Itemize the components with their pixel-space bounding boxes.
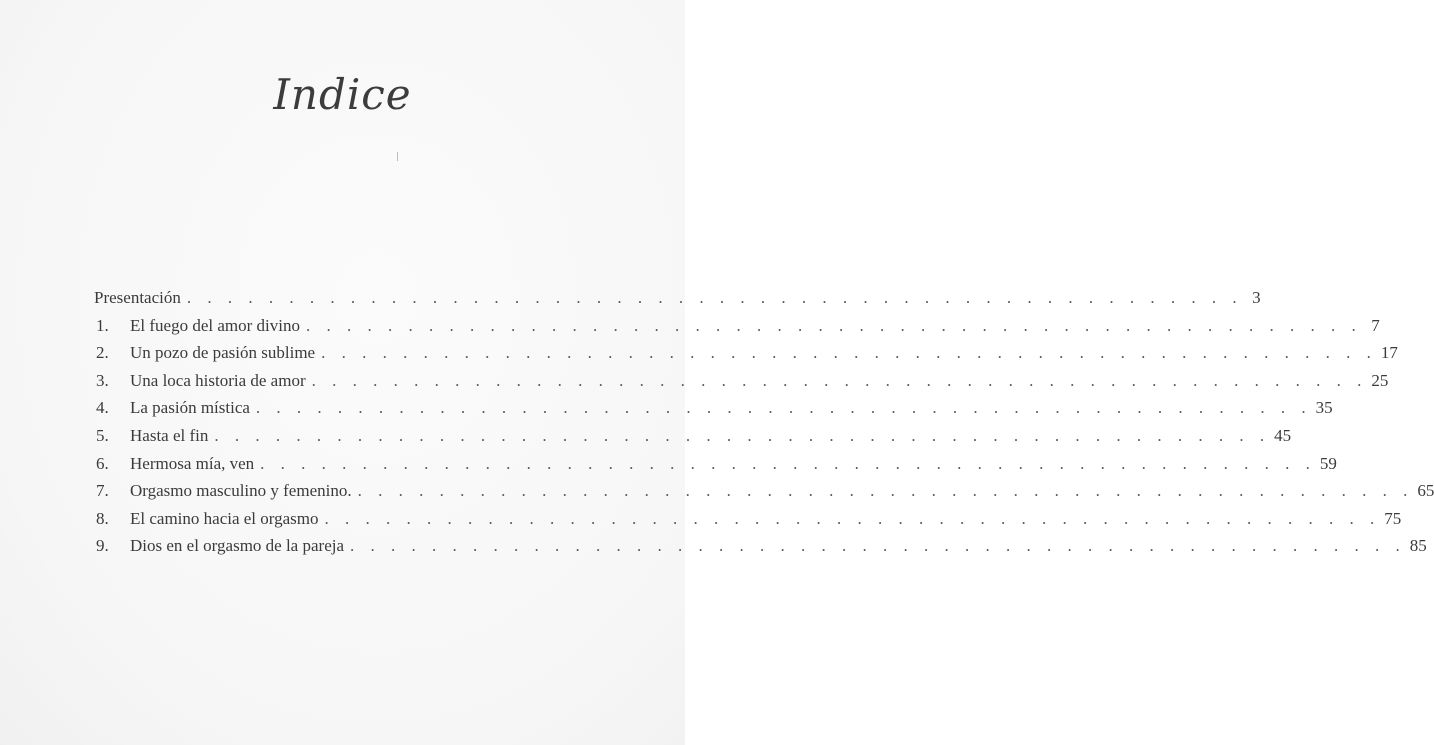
toc-entry-label: Una loca historia de amor	[130, 370, 306, 390]
toc-entry-label: Hasta el fin	[130, 425, 209, 445]
toc-entry-8	[96, 508, 1402, 537]
toc-entry-number: 4.	[96, 398, 109, 418]
toc-entry-page: 35	[1315, 398, 1333, 418]
toc-entry-3	[96, 370, 1389, 399]
toc-leader-dots: . . . . . . . . . . . . . . . . . . . . . . . . . . . . . . . . . . . . . . . . . . . . . . . . . . . .	[214, 425, 1271, 445]
toc-entry-number: 7.	[96, 481, 109, 501]
toc-entry-page: 65	[1417, 481, 1434, 501]
toc-entry-presentacion	[94, 288, 1261, 316]
toc-leader-dots: . . . . . . . . . . . . . . . . . . . . . . . . . . . . . . . . . . . . . . . . . . . . . . . . . . . .	[350, 536, 1406, 556]
page-title: Indice	[273, 70, 412, 119]
toc-entry-number: 1.	[96, 315, 109, 335]
toc-entry-number: 8.	[96, 508, 109, 528]
toc-entry-label: El camino hacia el orgasmo	[130, 508, 319, 528]
toc-entry-page: 85	[1409, 536, 1427, 556]
toc-entry-page: 17	[1380, 343, 1398, 363]
toc-entry-1	[96, 315, 1380, 344]
toc-entry-page: 75	[1384, 508, 1402, 528]
toc-entry-number: 6.	[96, 453, 109, 473]
toc-entry-page: 7	[1371, 315, 1380, 335]
toc-entry-page: 3	[1252, 288, 1261, 307]
toc-entry-label: Dios en el orgasmo de la pareja	[130, 536, 345, 556]
toc-entry-5	[96, 425, 1292, 454]
toc-leader-dots: . . . . . . . . . . . . . . . . . . . . . . . . . . . . . . . . . . . . . . . . . . . . . . . . . . . .	[321, 343, 1377, 363]
toc-leader-dots: . . . . . . . . . . . . . . . . . . . . . . . . . . . . . . . . . . . . . . . . . . . . . . . . . . . .	[255, 398, 1312, 418]
printing-mark	[397, 152, 398, 161]
toc-entry-label: El fuego del amor divino	[130, 315, 300, 335]
toc-entry-number: 5.	[96, 425, 109, 445]
toc-leader-dots: . . . . . . . . . . . . . . . . . . . . . . . . . . . . . . . . . . . . . . . . . . . . . . . . . . . .	[324, 508, 1381, 528]
toc-entry-6	[96, 453, 1337, 482]
toc-entry-label: Un pozo de pasión sublime	[130, 343, 316, 363]
toc-leader-dots: . . . . . . . . . . . . . . . . . . . . . . . . . . . . . . . . . . . . . . . . . . . . . . . . . . . .	[260, 453, 1316, 473]
toc-leader-dots: . . . . . . . . . . . . . . . . . . . . . . . . . . . . . . . . . . . . . . . . . . . . . . . . . . . .	[305, 315, 1362, 335]
table-of-contents	[94, 288, 1434, 564]
toc-entry-number: 2.	[96, 343, 109, 363]
toc-entry-label: Orgasmo masculino y femenino.	[130, 481, 352, 501]
toc-leader-dots: . . . . . . . . . . . . . . . . . . . . . . . . . . . . . . . . . . . . . . . . . . . . . . . . . . . .	[186, 288, 1243, 307]
toc-entry-label: La pasión mística	[130, 398, 250, 418]
toc-entry-number: 3.	[96, 370, 109, 390]
toc-leader-dots: . . . . . . . . . . . . . . . . . . . . . . . . . . . . . . . . . . . . . . . . . . . . . . . . . . . .	[311, 370, 1368, 390]
toc-entry-page: 25	[1371, 370, 1389, 390]
toc-entry-number: 9.	[96, 536, 109, 556]
toc-entry-page: 59	[1319, 453, 1337, 473]
toc-leader-dots: . . . . . . . . . . . . . . . . . . . . . . . . . . . . . . . . . . . . . . . . . . . . . . . . . . . .	[357, 481, 1414, 501]
toc-entry-7	[96, 481, 1434, 509]
toc-entry-2	[96, 343, 1398, 371]
toc-entry-page: 45	[1274, 425, 1292, 445]
toc-entry-9	[96, 536, 1427, 564]
toc-entry-label: Presentación	[94, 288, 181, 307]
toc-entry-4	[96, 398, 1333, 426]
toc-entry-label: Hermosa mía, ven	[130, 453, 255, 473]
